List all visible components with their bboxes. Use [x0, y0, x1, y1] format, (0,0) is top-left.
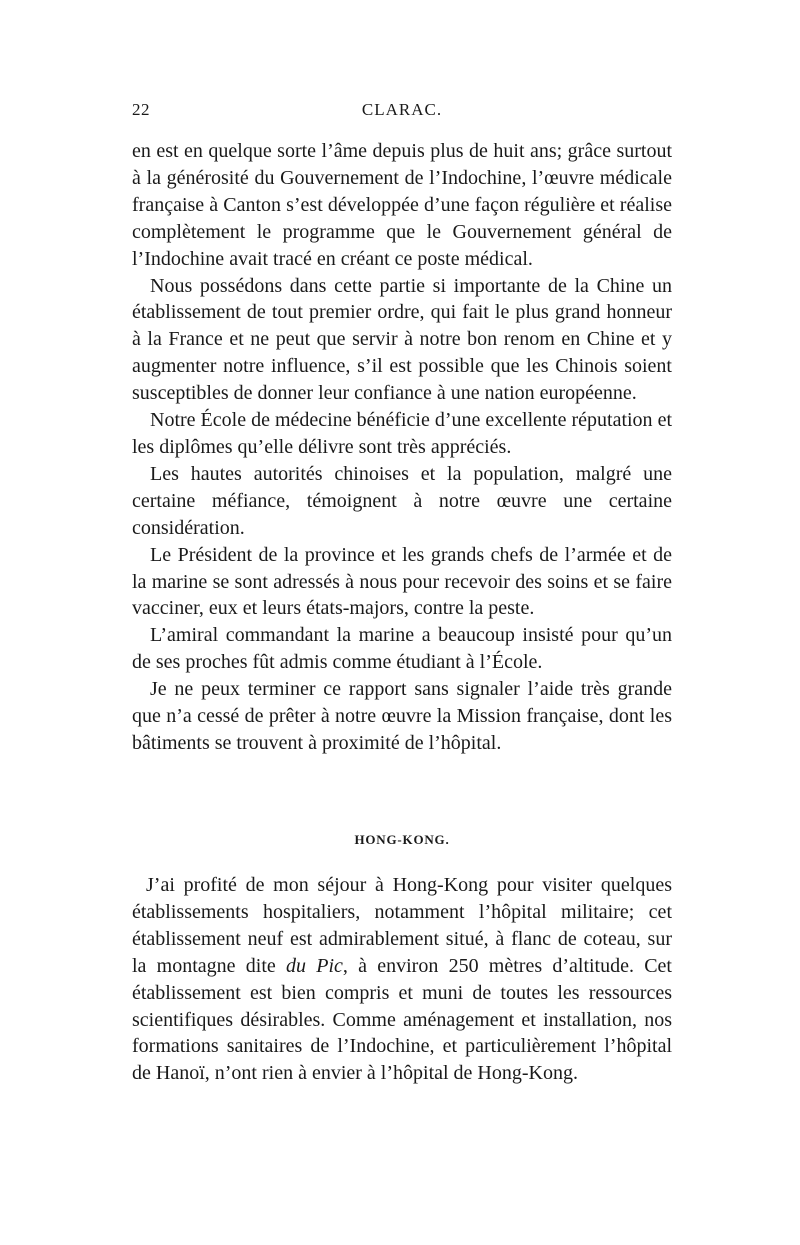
page-number: 22	[132, 100, 150, 119]
paragraph: Le Président de la province et les grands chefs de l’armée et de la marine se sont adressés à nous pour recevoir des soins et se faire vacciner, eux et leurs états-majors, contre la peste.	[132, 543, 672, 620]
body-text-hong-kong	[132, 872, 672, 1087]
text-run: , à environ 250 mètres d’altitude. Cet établissement est bien compris et muni de toutes les ressources scientifiques désirables. Comme aménagement et installation, nos formations sanitaires de l’Indochine, et particulièrement l’hôpital de Hanoï, n’ont rien à envier à l’hôpital de Hong-Kong.	[132, 954, 672, 1085]
paragraph: Je ne peux terminer ce rapport sans signaler l’aide très grande que n’a cessé de prêter à notre œuvre la Mission française, dont les bâtiments se trouvent à proximité de l’hôpital.	[132, 678, 672, 754]
paragraph	[132, 872, 672, 1087]
page-header	[132, 100, 672, 130]
italic-place-name: du Pic	[286, 954, 343, 977]
paragraph: Notre École de médecine bénéficie d’une excellente réputation et les diplômes qu’elle délivre sont très appréciés.	[132, 409, 672, 458]
body-text-canton	[132, 138, 672, 757]
paragraph: en est en quelque sorte l’âme depuis plus de huit ans; grâce surtout à la générosité du Gouvernement de l’Indochine, l’œuvre médicale française à Canton s’est développée d’une façon régulière et réalise complètement le programme que le Gouvernement général de l’Indochine avait tracé en créant ce poste médical.	[132, 140, 672, 270]
text-run: J’ai profité de mon séjour à Hong-Kong pour visiter quelques établissements hospitaliers, notamment l’hôpital militaire; cet établissement neuf est admirablement situé, à flanc de coteau, sur la montagne dite	[132, 874, 672, 977]
paragraph: Nous possédons dans cette partie si importante de la Chine un établissement de tout premier ordre, qui fait le plus grand honneur à la France et ne peut que servir à notre bon renom en Chine et y augmenter notre influence, s’il est possible que les Chinois soient susceptibles de donner leur confiance à une nation européenne.	[132, 274, 672, 405]
paragraph: L’amiral commandant la marine a beaucoup insisté pour qu’un de ses proches fût admis comme étudiant à l’École.	[132, 624, 672, 674]
running-head: CLARAC.	[361, 100, 443, 119]
section-heading: HONG-KONG.	[354, 832, 450, 847]
paragraph: Les hautes autorités chinoises et la population, malgré une certaine méfiance, témoignent à notre œuvre une certaine considération.	[132, 462, 672, 539]
